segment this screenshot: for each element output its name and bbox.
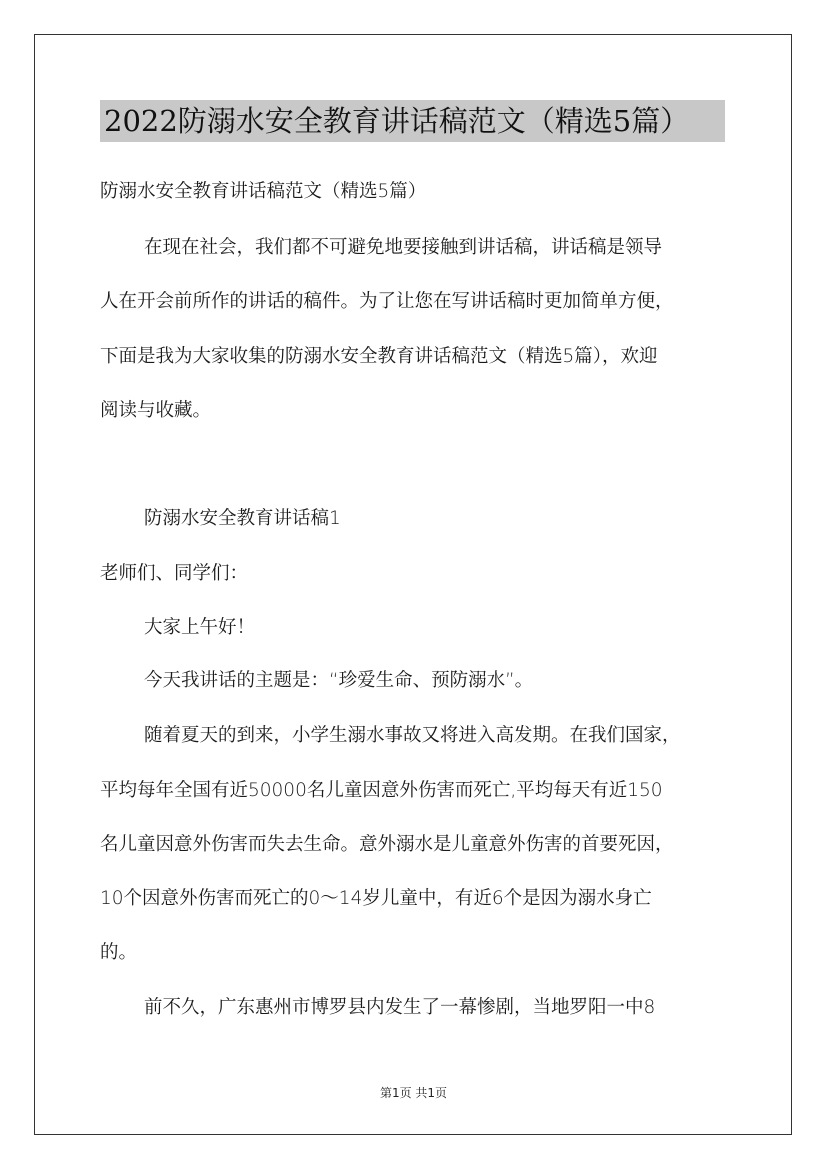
paragraph-line: 前不久，广东惠州市博罗县内发生了一幕惨剧，当地罗阳一中8	[144, 997, 656, 1018]
section-heading: 防溺水安全教育讲话稿1	[144, 508, 341, 529]
paragraph-line: 在现在社会，我们都不可避免地要接触到讲话稿，讲话稿是领导	[144, 237, 663, 258]
paragraph-line: 今天我讲话的主题是：“珍爱生命、预防溺水”。	[144, 670, 534, 691]
paragraph-line: 随着夏天的到来，小学生溺水事故又将进入高发期。在我们国家，	[144, 725, 681, 746]
paragraph-line: 的。	[100, 942, 138, 963]
paragraph-line: 阅读与收藏。	[100, 400, 212, 421]
paragraph-line: 人在开会前所作的讲话的稿件。为了让您在写讲话稿时更加简单方便，	[100, 291, 674, 312]
subtitle-line: 防溺水安全教育讲话稿范文（精选5篇）	[100, 181, 427, 202]
page-footer: 第1页 共1页	[379, 1086, 448, 1100]
paragraph-line: 下面是我为大家收集的防溺水安全教育讲话稿范文（精选5篇），欢迎	[100, 346, 658, 367]
document-title: 2022防溺水安全教育讲话稿范文（精选5篇）	[104, 104, 690, 138]
greeting-line: 大家上午好！	[144, 617, 256, 638]
paragraph-line: 名儿童因意外伤害而失去生命。意外溺水是儿童意外伤害的首要死因，	[100, 834, 674, 855]
salutation-line: 老师们、同学们：	[100, 563, 249, 584]
paragraph-line: 平均每年全国有近50000名儿童因意外伤害而死亡,平均每天有近150	[100, 780, 663, 801]
paragraph-line: 10个因意外伤害而死亡的0～14岁儿童中，有近6个是因为溺水身亡	[100, 888, 652, 909]
